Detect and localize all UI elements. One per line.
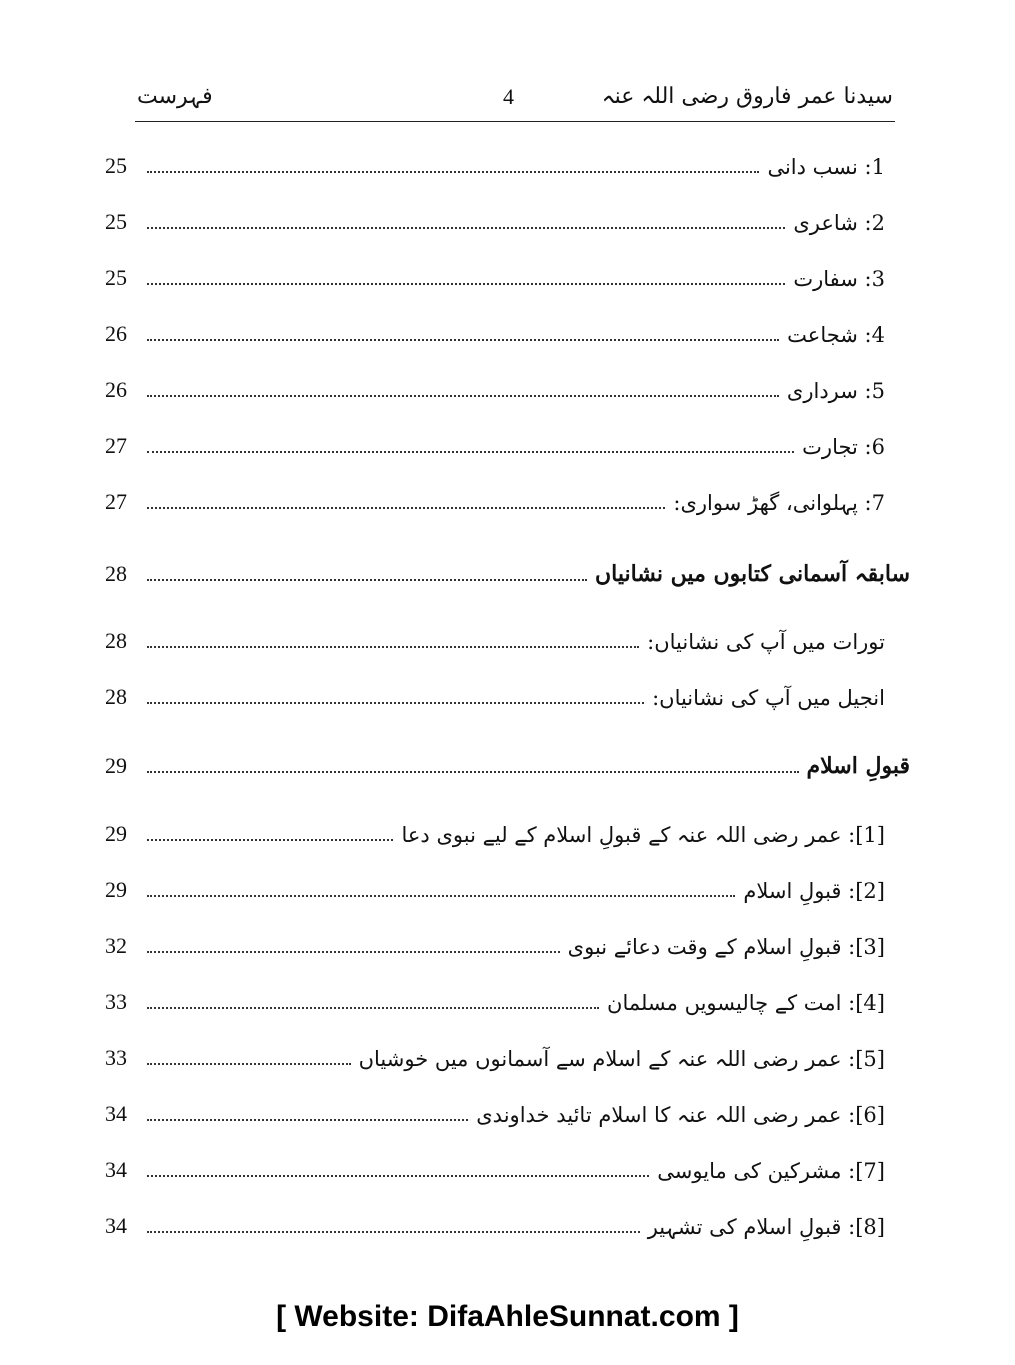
toc-page-number: 27 [105,489,127,514]
toc-title: 6: تجارت [802,435,885,459]
toc-title: 5: سرداری [786,379,885,403]
leader-dots [147,170,759,173]
toc-title: [4]: امت کے چالیسویں مسلمان [607,991,885,1015]
leader-dots [147,338,779,341]
toc-title: 7: پہلوانی، گھڑ سواری: [673,491,885,515]
leader-dots [147,282,785,285]
toc-entry[interactable] [105,479,885,515]
toc-title: انجیل میں آپ کی نشانیاں: [652,686,885,710]
page-number: 4 [503,84,514,109]
leader-dots [147,950,560,953]
toc-section-heading[interactable] [105,743,910,779]
toc-entry[interactable] [105,811,885,847]
toc-page-number: 28 [105,561,127,586]
toc-page-number: 25 [105,265,127,290]
toc-title: [3]: قبولِ اسلام کے وقت دعائے نبوی [567,935,885,959]
toc-page-number: 34 [105,1157,127,1182]
toc-title: [1]: عمر رضی اللہ عنہ کے قبولِ اسلام کے لیے نبوی دعا [401,823,885,847]
toc-title: 1: نسب دانی [767,155,885,179]
leader-dots [147,226,785,229]
toc-page-number: 33 [105,1045,127,1070]
toc-page-number: 26 [105,321,127,346]
toc-entry[interactable] [105,423,885,459]
toc-title: [7]: مشرکین کی مایوسی [657,1159,885,1183]
toc-entry[interactable] [105,311,885,347]
leader-dots [147,1174,649,1177]
toc-title: [2]: قبولِ اسلام [743,879,885,903]
leader-dots [147,1230,640,1233]
toc-page-number: 32 [105,933,127,958]
toc-title: [5]: عمر رضی اللہ عنہ کے اسلام سے آسمانوں میں خوشیاں [358,1047,885,1071]
leader-dots [147,770,799,773]
toc-page-number: 25 [105,209,127,234]
toc-title: 2: شاعری [793,211,885,235]
leader-dots [147,578,587,581]
leader-dots [147,701,644,704]
toc-entry[interactable] [105,199,885,235]
website-footer[interactable]: [ Website: DifaAhleSunnat.com ] [276,1300,739,1333]
page-header [135,82,895,122]
leader-dots [147,1118,468,1121]
toc-entry[interactable] [105,1203,885,1239]
toc-title: سابقہ آسمانی کتابوں میں نشانیاں [594,561,910,587]
header-rule [135,121,895,122]
toc-entry[interactable] [105,923,885,959]
toc-entry[interactable] [105,867,885,903]
toc-entry[interactable] [105,1091,885,1127]
toc-title: [8]: قبولِ اسلام کی تشہیر [647,1215,885,1239]
toc-entry[interactable] [105,143,885,179]
toc-page-number: 34 [105,1101,127,1126]
toc-page-number: 29 [105,821,127,846]
toc-page-number: 29 [105,753,127,778]
toc-page-number: 26 [105,377,127,402]
toc-page-number: 25 [105,153,127,178]
toc-entry[interactable] [105,674,885,710]
toc-title: قبولِ اسلام [806,753,910,779]
toc-title: 4: شجاعت [787,323,885,347]
toc-title: تورات میں آپ کی نشانیاں: [647,630,885,654]
leader-dots [147,894,735,897]
toc-entry[interactable] [105,255,885,291]
leader-dots [147,838,393,841]
toc-entry[interactable] [105,1035,885,1071]
toc-title: 3: سفارت [793,267,885,291]
leader-dots [147,394,779,397]
leader-dots [147,1006,599,1009]
leader-dots [147,506,665,509]
leader-dots [147,645,639,648]
toc-page-number: 33 [105,989,127,1014]
toc-entry[interactable] [105,979,885,1015]
toc-page-number: 34 [105,1213,127,1238]
toc-page-number: 28 [105,684,127,709]
toc-section-heading[interactable] [105,551,910,587]
toc-entry[interactable] [105,367,885,403]
toc-title: [6]: عمر رضی اللہ عنہ کا اسلام تائید خداوندی [476,1103,885,1127]
toc-page-number: 29 [105,877,127,902]
leader-dots [147,1062,351,1065]
header-index-label: فہرست [137,84,213,109]
toc-page-number: 28 [105,628,127,653]
toc-entry[interactable] [105,1147,885,1183]
toc-page-number: 27 [105,433,127,458]
leader-dots [147,450,794,453]
book-title: سیدنا عمر فاروق رضی اللہ عنہ [601,84,893,109]
toc-entry[interactable] [105,618,885,654]
